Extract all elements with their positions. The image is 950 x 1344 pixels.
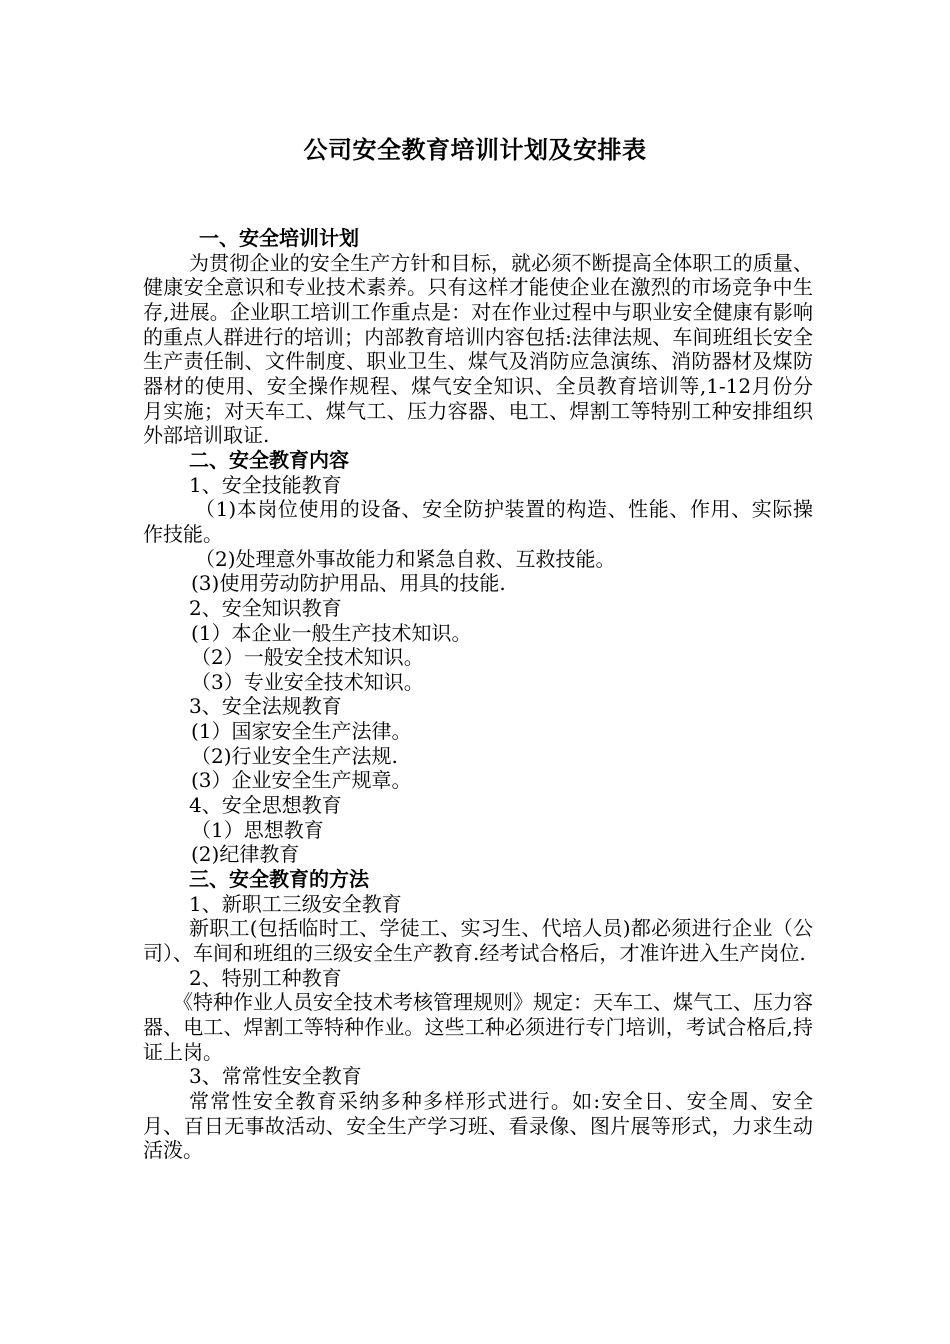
regular-education-paragraph: 常常性安全教育采纳多种多样形式进行。如:安全日、安全周、安全月、百日无事故活动、安全生产学习班、看录像、图片展等形式，力求生动活泼。 xyxy=(143,1088,813,1163)
subheading-thought-education: 4、安全思想教育 xyxy=(189,793,342,818)
list-item-thought-1: （1）思想教育 xyxy=(191,817,324,842)
list-item-thought-2: (2)纪律教育 xyxy=(191,842,300,867)
subheading-knowledge-education: 2、安全知识教育 xyxy=(189,595,342,620)
list-item-law-3: (3）企业安全生产规章。 xyxy=(191,768,412,793)
subheading-regular-education: 3、常常性安全教育 xyxy=(189,1064,362,1089)
list-item-skill-3: (3)使用劳动防护用品、用具的技能. xyxy=(191,571,506,596)
list-item-knowledge-1: (1）本企业一般生产技术知识。 xyxy=(191,620,472,645)
new-employee-paragraph: 新职工(包括临时工、学徒工、实习生、代培人员)都必须进行企业（公司）、车间和班组的三级安全生产教育.经考试合格后，才准许进入生产岗位. xyxy=(143,916,813,966)
document-body xyxy=(143,226,813,1163)
subheading-skill-education: 1、安全技能教育 xyxy=(189,472,342,497)
list-item-knowledge-2: （2）一般安全技术知识。 xyxy=(191,645,424,670)
list-item-law-1: (1）国家安全生产法律。 xyxy=(191,719,412,744)
training-plan-paragraph: 为贯彻企业的安全生产方针和目标，就必须不断提高全体职工的质量、健康安全意识和专业技术素养。只有这样才能使企业在激烈的市场竞争中生存,进展。企业职工培训工作重点是：对在作业过程中与职业安全健康有影响的重点人群进行的培训；内部教育培训内容包括:法律法规、车间班组长安全生产责任制、文件制度、职业卫生、煤气及消防应急演练、消防器材及煤防器材的使用、安全操作规程、煤气安全知识、全员教育培训等,1-12月份分月实施；对天车工、煤气工、压力容器、电工、焊割工等特别工种安排组织外部培训取证. xyxy=(143,250,813,448)
special-worker-paragraph: 《特种作业人员安全技术考核管理规则》规定：天车工、煤气工、压力容器、电工、焊割工等特种作业。这些工种必须进行专门培训，考试合格后,持证上岗。 xyxy=(143,990,813,1064)
list-item-knowledge-3: （3）专业安全技术知识。 xyxy=(191,669,424,694)
list-item-law-2: （2)行业安全生产法规. xyxy=(191,743,398,768)
subheading-special-worker-education: 2、特别工种教育 xyxy=(189,965,342,990)
subheading-new-employee-education: 1、新职工三级安全教育 xyxy=(189,891,402,916)
section-heading-education-methods: 三、安全教育的方法 xyxy=(189,867,369,892)
list-item-skill-1: （1)本岗位使用的设备、安全防护装置的构造、性能、作用、实际操作技能。 xyxy=(143,497,813,546)
subheading-law-education: 3、安全法规教育 xyxy=(189,694,342,719)
section-heading-education-content: 二、安全教育内容 xyxy=(189,447,349,472)
list-item-skill-2: （2)处理意外事故能力和紧急自救、互救技能。 xyxy=(195,546,616,571)
section-heading-training-plan: 一、安全培训计划 xyxy=(199,226,359,250)
page-title: 公司安全教育培训计划及安排表 xyxy=(303,135,647,164)
